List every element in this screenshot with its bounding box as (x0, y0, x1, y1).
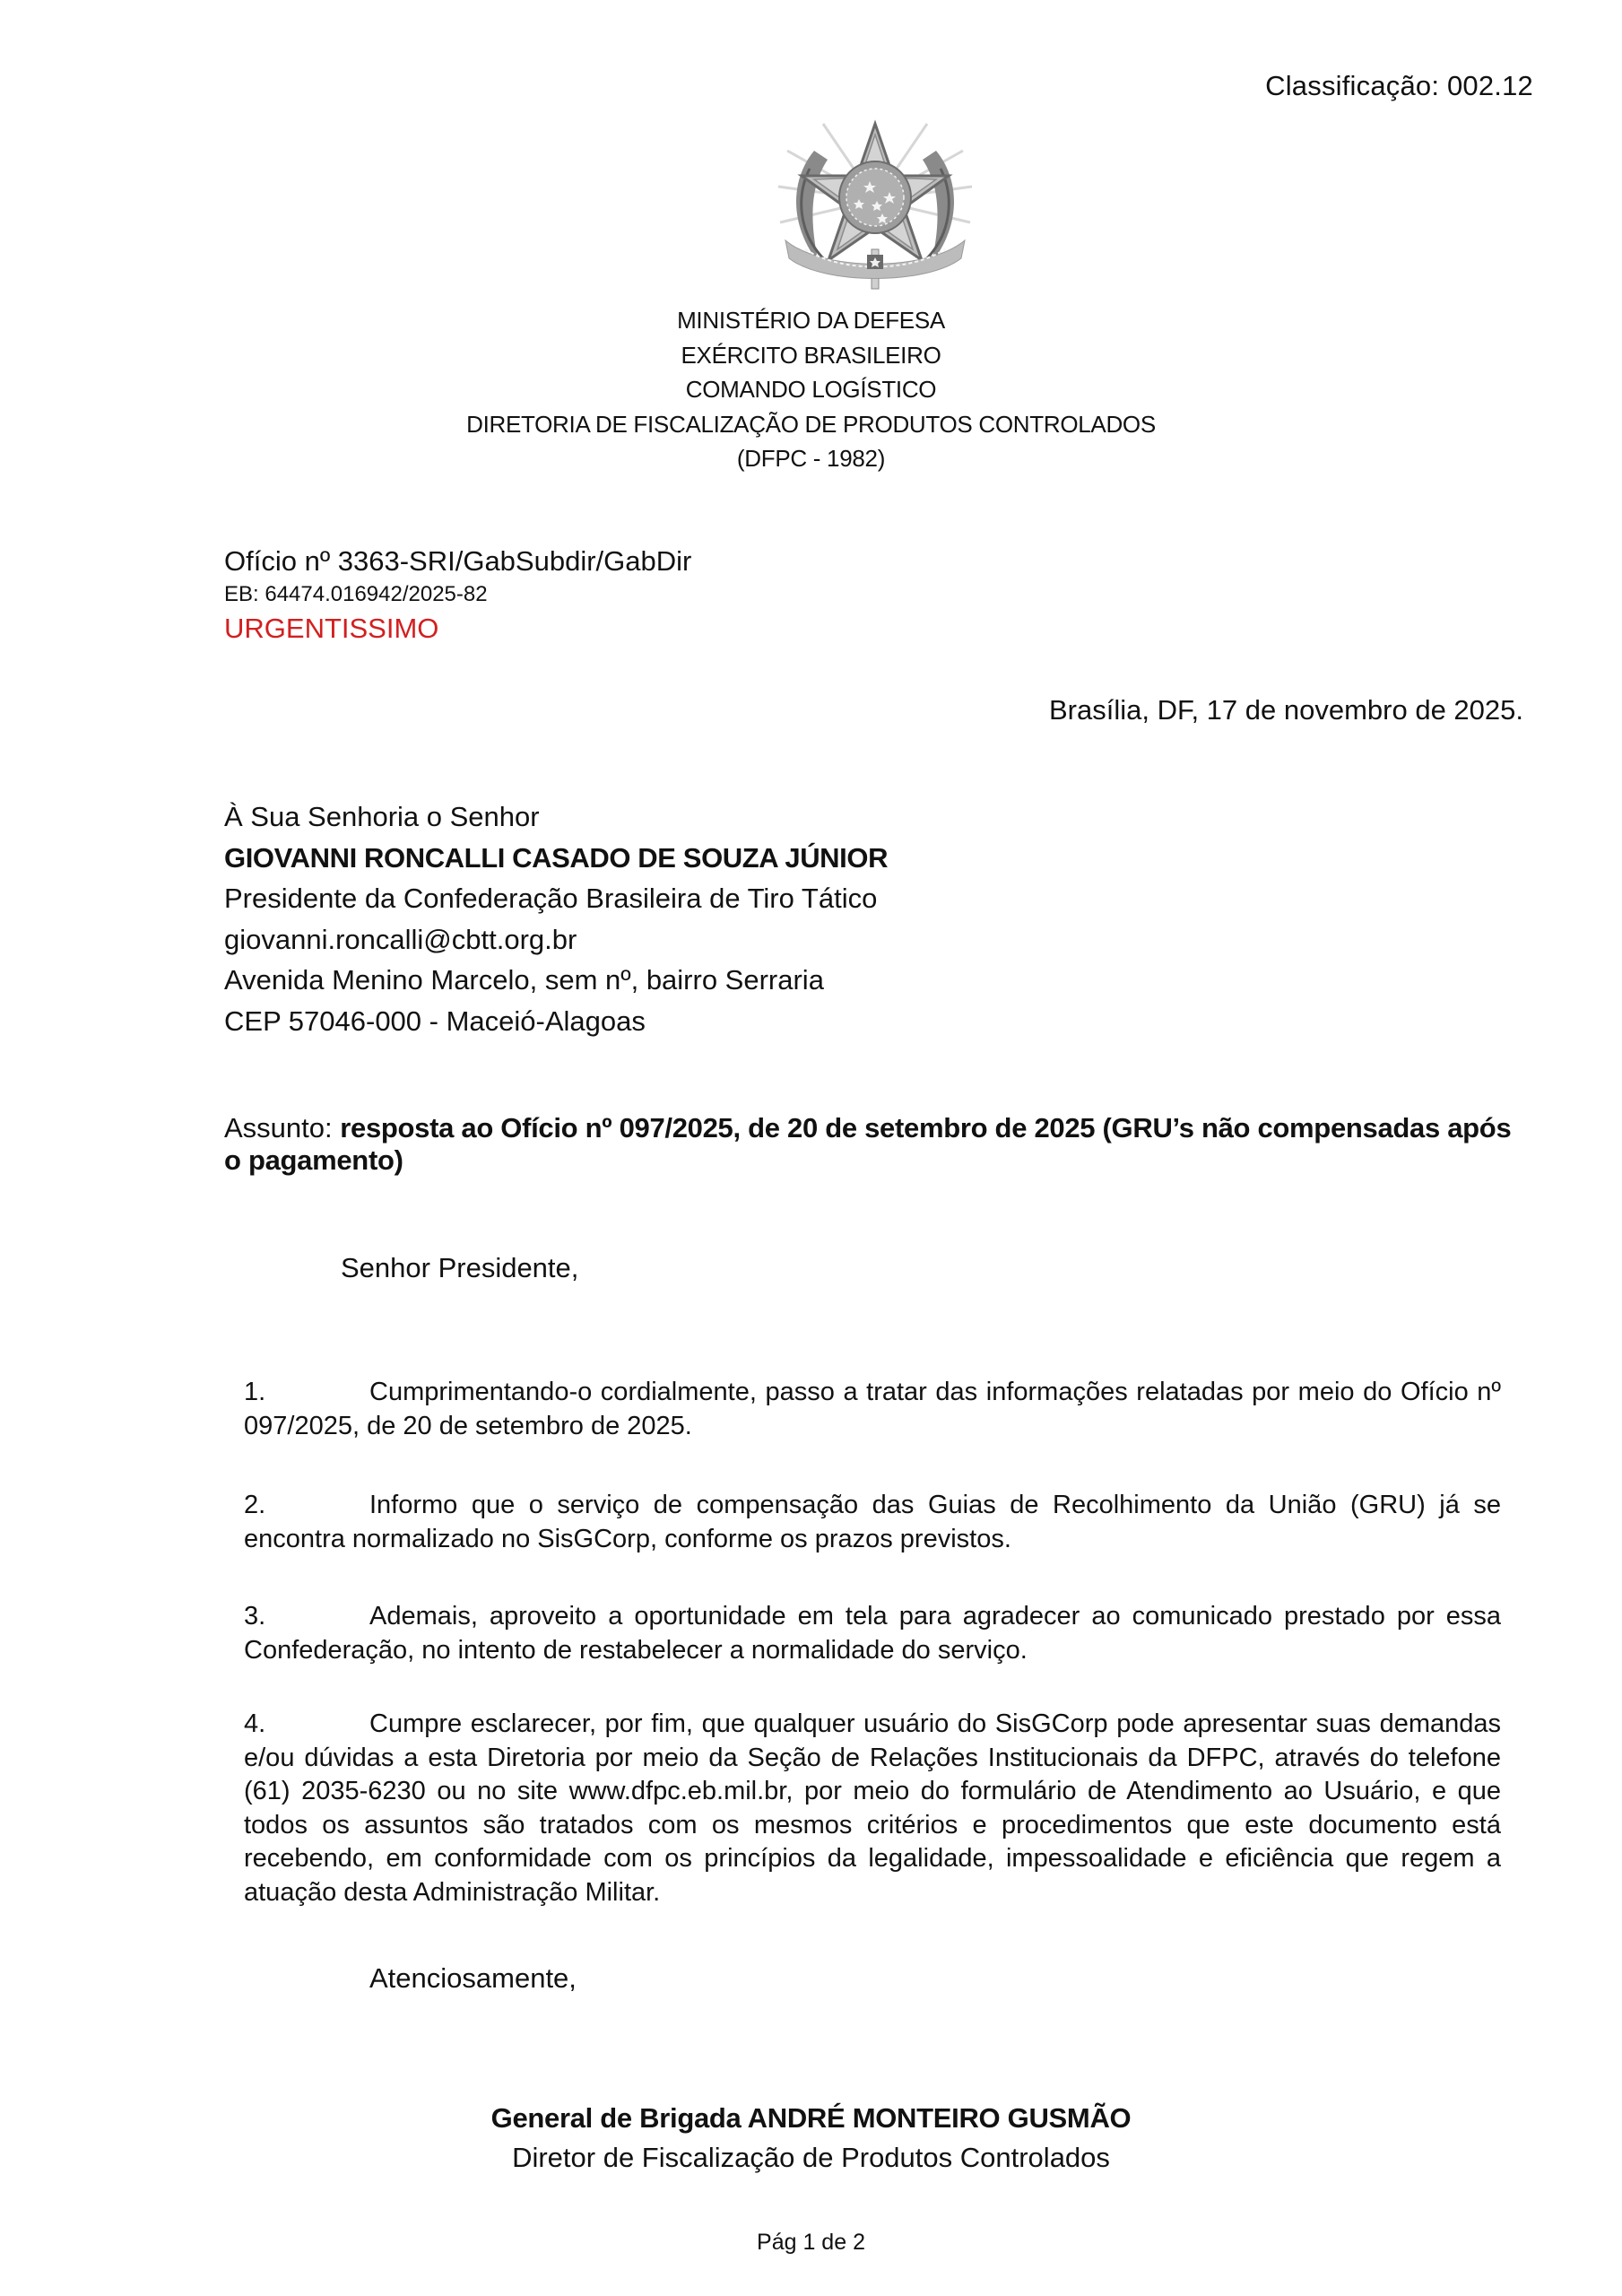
header-line-ministry: MINISTÉRIO DA DEFESA (677, 307, 945, 334)
subject-text: resposta ao Ofício nº 097/2025, de 20 de setembro de 2025 (GRU’s não compensadas após o pagamento) (224, 1112, 1512, 1176)
paragraph-number: 2. (244, 1491, 266, 1519)
recipient-title: Presidente da Confederação Brasileira de Tiro Tático (224, 883, 878, 914)
header-line-directorate: DIRETORIA DE FISCALIZAÇÃO DE PRODUTOS CONTROLADOS (466, 410, 1156, 438)
header-line-command: COMANDO LOGÍSTICO (685, 376, 937, 403)
header-line-army: EXÉRCITO BRASILEIRO (681, 341, 941, 369)
signature-block (0, 2099, 1622, 2178)
paragraph-number: 3. (244, 1602, 266, 1631)
paragraph-text: Cumpre esclarecer, por fim, que qualquer usuário do SisGCorp pode apresentar suas demandas e/ou dúvidas a esta Diretoria por meio da Seção de Relações Institucionais da DFPC, através do telefone (61) 2035-6230 ou no site www.dfpc.eb.mil.br, por meio do formulário de Atendimento ao Usuário, e que todos os assuntos são tratados com os mesmos critérios e procedimentos que este documento está recebendo, em conformidade com os princípios da legalidade, impessoalidade e eficiência que regem a atuação desta Administração Militar. (244, 1709, 1501, 1907)
subject-line (224, 1112, 1533, 1177)
signer-title: Diretor de Fiscalização de Produtos Controlados (512, 2142, 1110, 2173)
organization-header (0, 303, 1622, 476)
paragraph-text: Cumprimentando-o cordialmente, passo a tratar das informações relatadas por meio do Ofício nº 097/2025, de 20 de setembro de 2025. (244, 1378, 1501, 1440)
classification-code: Classificação: 002.12 (1265, 70, 1533, 101)
body-paragraph (244, 1376, 1501, 1443)
recipient-email: giovanni.roncalli@cbtt.org.br (224, 923, 577, 955)
urgency-label: URGENTISSIMO (224, 613, 439, 644)
body-paragraph (244, 1708, 1501, 1909)
paragraph-text: Informo que o serviço de compensação das Guias de Recolhimento da União (GRU) já se encontra normalizado no SisGCorp, conforme os prazos previstos. (244, 1491, 1501, 1553)
recipient-address: Avenida Menino Marcelo, sem nº, bairro Serraria (224, 964, 824, 996)
body-paragraph (244, 1600, 1501, 1667)
subject-label: Assunto: (224, 1112, 341, 1144)
coat-of-arms-icon (769, 115, 981, 294)
paragraph-number: 1. (244, 1378, 266, 1406)
page-indicator: Pág 1 de 2 (757, 2230, 865, 2255)
opening-salutation: Senhor Presidente, (341, 1252, 579, 1283)
paragraph-number: 4. (244, 1709, 266, 1738)
recipient-name: GIOVANNI RONCALLI CASADO DE SOUZA JÚNIOR (224, 841, 889, 874)
paragraph-text: Ademais, aproveito a oportunidade em tela para agradecer ao comunicado prestado por essa Confederação, no intento de restabelecer a normalidade do serviço. (244, 1602, 1501, 1665)
body-paragraph (244, 1489, 1501, 1556)
oficio-number: Ofício nº 3363-SRI/GabSubdir/GabDir (224, 545, 692, 577)
signer-name: General de Brigada ANDRÉ MONTEIRO GUSMÃO (490, 2102, 1132, 2134)
recipient-salutation: À Sua Senhoria o Senhor (224, 801, 540, 832)
reference-block (224, 544, 691, 648)
date-line: Brasília, DF, 17 de novembro de 2025. (1048, 694, 1523, 726)
header-line-acronym: (DFPC - 1982) (736, 445, 886, 472)
eb-protocol-number: EB: 64474.016942/2025-82 (224, 582, 488, 606)
closing-phrase: Atenciosamente, (369, 1962, 577, 1994)
recipient-block (224, 796, 888, 1041)
recipient-cep-city: CEP 57046-000 - Maceió-Alagoas (224, 1004, 646, 1037)
